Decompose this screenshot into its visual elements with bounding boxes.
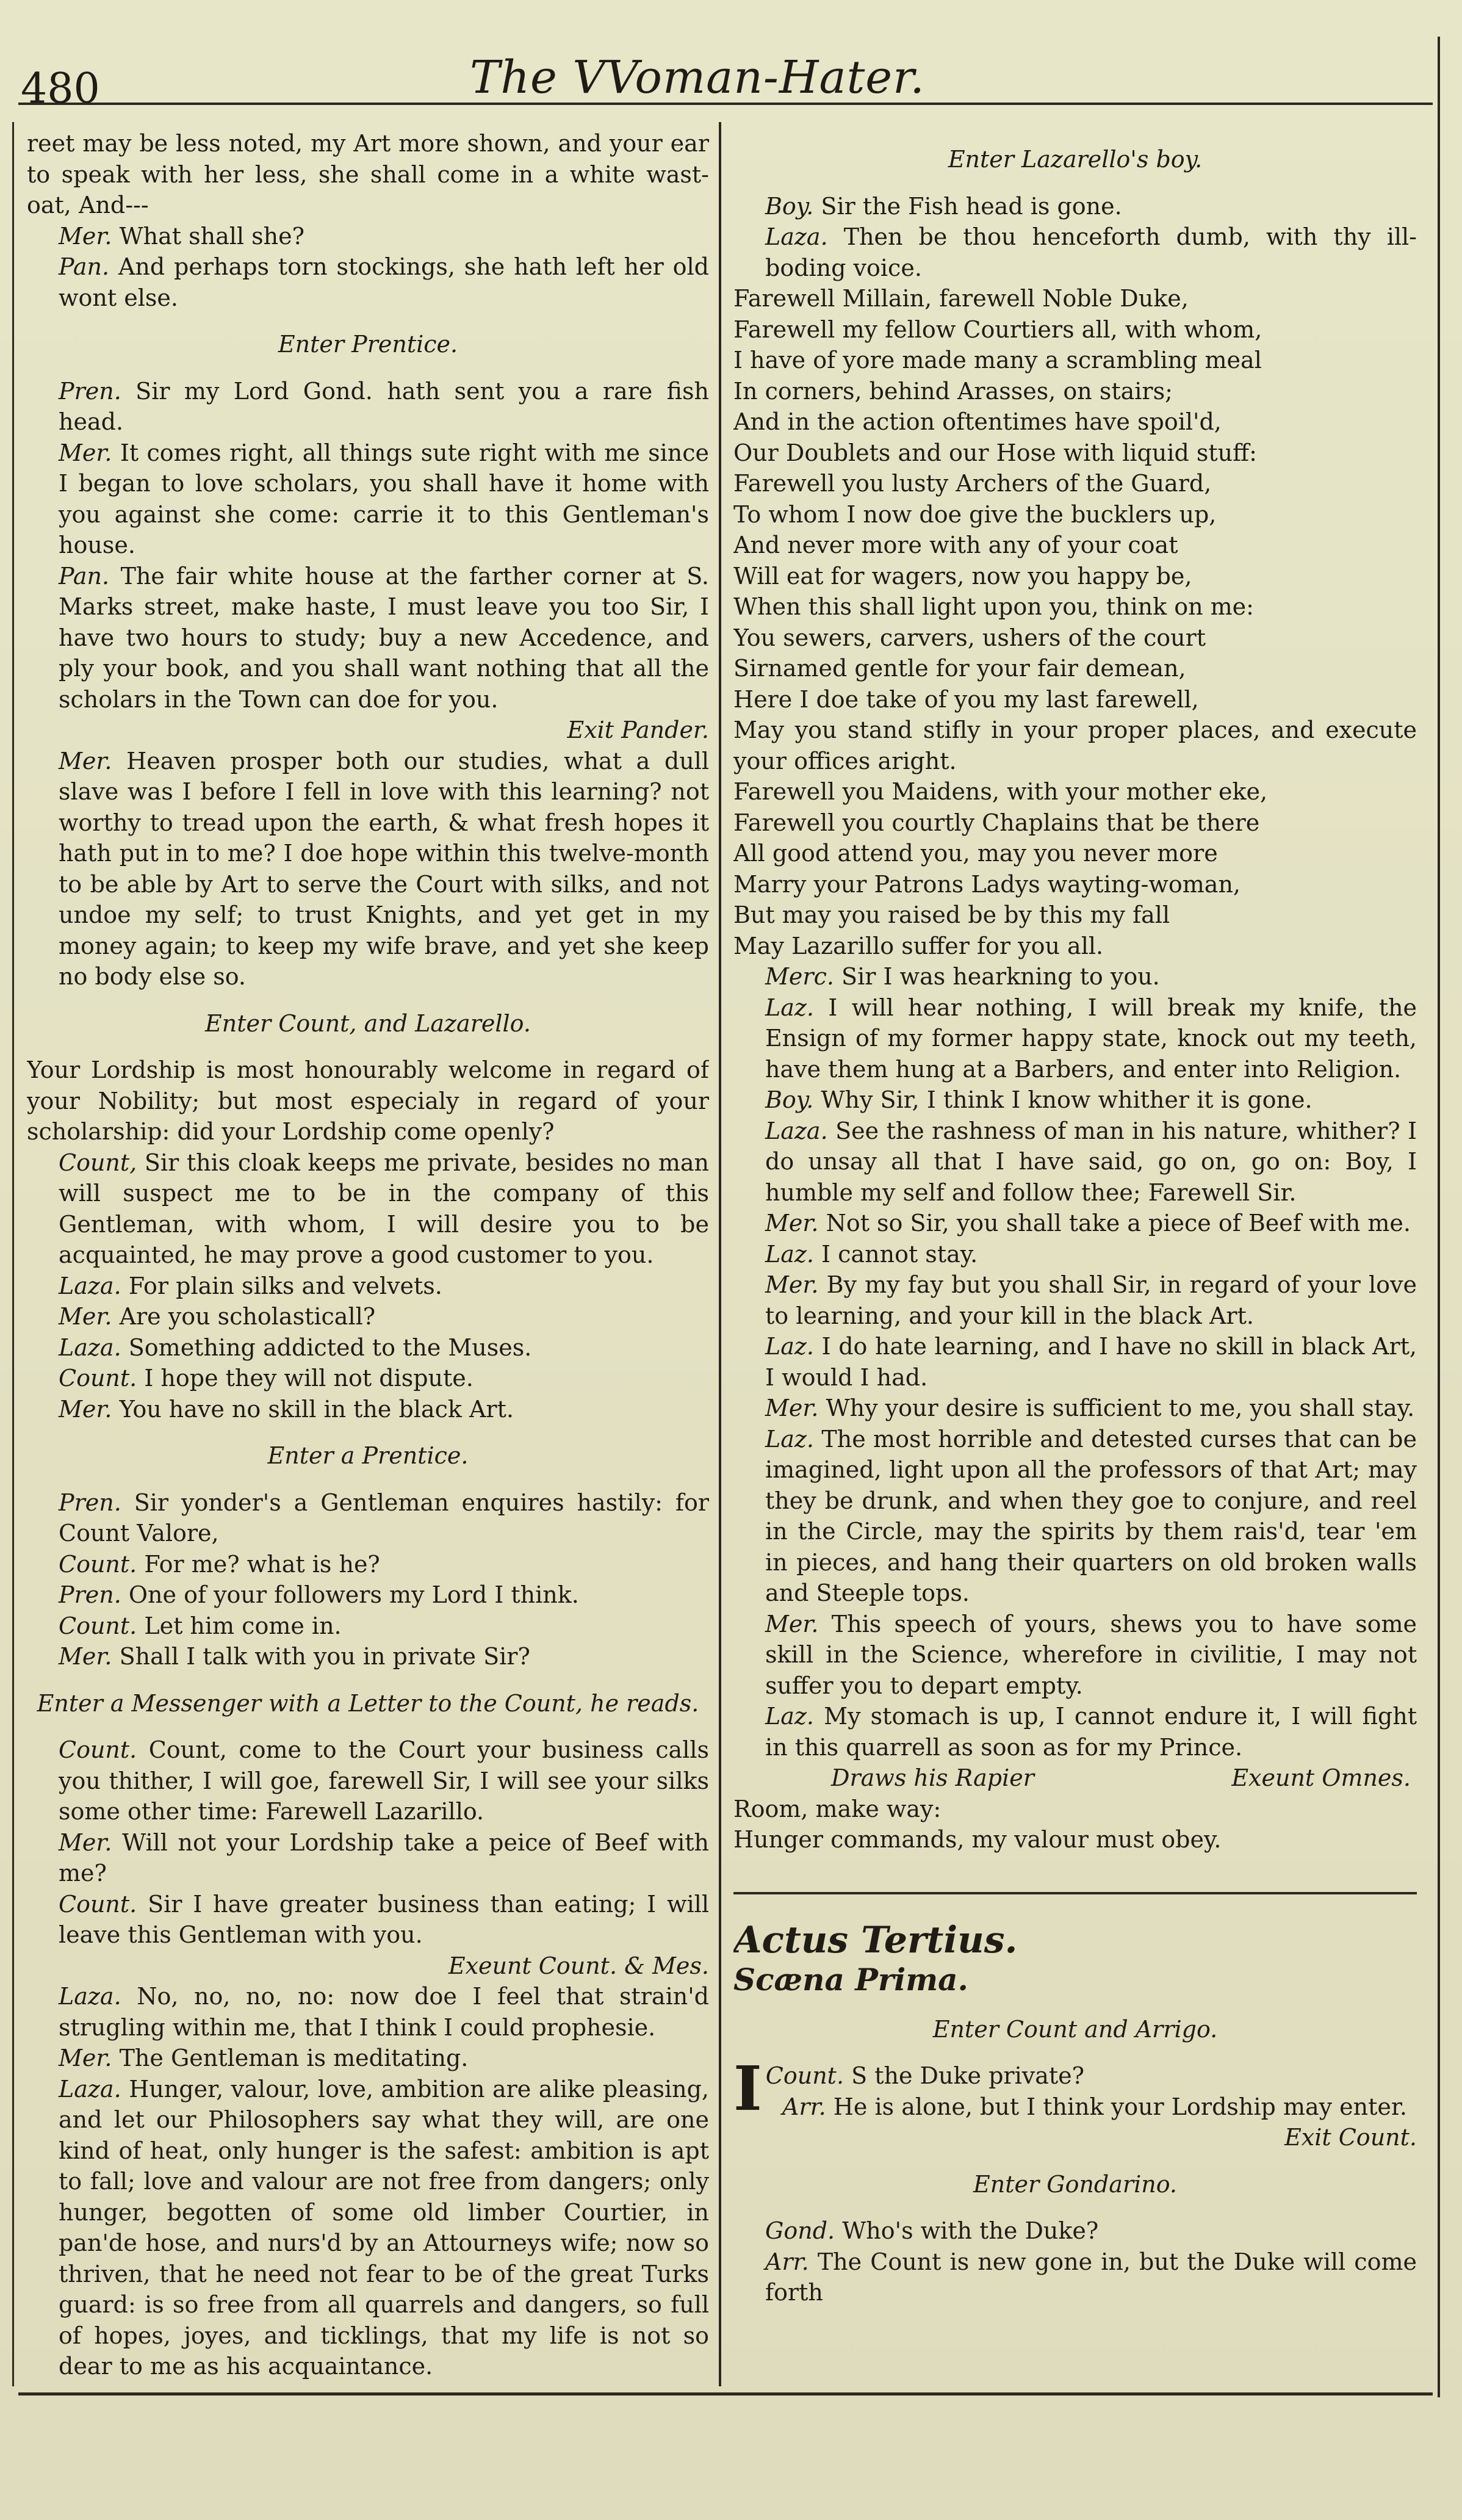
- speech-text: I will hear nothing, I will break my knife, the Ensign of my former happy state, knock out my teeth, have them hung at a Barbers, and enter into Religion.: [765, 994, 1417, 1083]
- running-title: The VVoman-Hater.: [470, 51, 925, 104]
- speaker-name: Laza.: [59, 1334, 121, 1361]
- speaker-name: Mer.: [59, 747, 112, 774]
- verse-line: Room, make way:: [733, 1795, 942, 1822]
- verse-line: Farewell you Maidens, with your mother eke,: [733, 778, 1268, 805]
- speech: [733, 1116, 1417, 1208]
- speech-text: Sir my Lord Gond. hath sent you a rare fish head.: [59, 377, 709, 435]
- verse-line: In corners, behind Arasses, on stairs;: [733, 377, 1173, 405]
- speech-text: Why your desire is sufficient to me, you shall stay.: [826, 1395, 1415, 1421]
- verse-line: All good attend you, may you never more: [733, 840, 1218, 867]
- verse-line: Farewell Millain, farewell Noble Duke,: [733, 285, 1189, 312]
- stage-direction: Enter Gondarino.: [973, 2170, 1177, 2198]
- speech: [733, 1085, 1417, 1116]
- footer-rule: [18, 2392, 1433, 2395]
- speech: [733, 1208, 1417, 1239]
- verse-line: May Lazarillo suffer for you all.: [733, 932, 1104, 959]
- speech: [27, 1394, 709, 1425]
- speech-text: By my fay but you shall Sir, in regard of your love to learning, and your kill in the black Art.: [765, 1271, 1417, 1329]
- speech-text: I do hate learning, and I have no skill in black Art, I would I had.: [765, 1333, 1417, 1391]
- speech: [27, 1301, 709, 1332]
- speaker-name: Laza.: [59, 1272, 121, 1299]
- speaker-name: Arr.: [765, 2248, 809, 2275]
- prose-paragraph: Your Lordship is most honourably welcome in regard of your Nobility; but most especialy in regard of your scholarship: did your Lordship come openly?: [27, 1056, 709, 1145]
- speech-text: The fair white house at the farther corner at S. Marks street, make haste, I must leave you too Sir, I have two hours to study; buy a new Accedence, and ply your book, and you shall want nothing that all the scholars in the Town can doe for you.: [59, 562, 709, 713]
- speech-text: I hope they will not dispute.: [144, 1365, 474, 1392]
- verse-line: But may you raised be by this my fall: [733, 901, 1170, 928]
- speaker-name: Count.: [59, 1365, 137, 1392]
- right-border-rule: [1438, 37, 1440, 2397]
- speaker-name: Laz.: [765, 1240, 814, 1268]
- speaker-name: Merc.: [765, 963, 834, 990]
- speech-text: Sir yonder's a Gentleman enquires hastily: for Count Valore,: [59, 1489, 709, 1547]
- speaker-name: Mer.: [59, 1395, 112, 1423]
- verse-line: You sewers, carvers, ushers of the court: [733, 624, 1206, 651]
- speech: [27, 1363, 709, 1394]
- speech-text: The most horrible and detested curses that can be imagined, light upon all the professors of that Art; may they be drunk, and when they goe to conjure, and reel in the Circle, may the spirits by them rais'd, tear 'em in pieces, and hang their quarters on old broken walls and Steeple tops.: [765, 1425, 1417, 1606]
- stage-direction: Enter a Messenger with a Letter to the Count, he reads.: [37, 1689, 699, 1717]
- speech: [27, 1827, 709, 1889]
- speaker-name: Arr.: [782, 2093, 826, 2120]
- verse-line: May you stand stifly in your proper places, and execute your offices aright.: [733, 717, 1417, 774]
- speech: [27, 746, 709, 992]
- speech: [27, 376, 709, 438]
- speech-text: Sir this cloak keeps me private, besides no man will suspect me to be in the company of this Gentleman, with whom, I will desire you to be acquainted, he may prove a good customer to you.: [59, 1149, 709, 1268]
- speech: [27, 1332, 709, 1363]
- speech: [733, 2092, 1417, 2123]
- speech: [733, 1331, 1417, 1393]
- speech: [27, 1981, 709, 2043]
- speaker-name: Boy.: [765, 192, 814, 220]
- speech: [733, 2215, 1417, 2247]
- speaker-name: Pren.: [59, 1581, 121, 1608]
- right-column: [733, 128, 1417, 2386]
- speech: [27, 1147, 709, 1271]
- speech-text: Shall I talk with you in private Sir?: [119, 1643, 530, 1670]
- speech: [733, 191, 1417, 222]
- speech: [27, 1641, 709, 1672]
- speaker-name: Mer.: [765, 1271, 819, 1298]
- scene-heading: Scæna Prima.: [733, 1961, 968, 1998]
- speech-text: Why Sir, I think I know whither it is gone.: [821, 1086, 1313, 1113]
- verse-line: When this shall light upon you, think on me:: [733, 593, 1254, 620]
- speaker-name: Mer.: [59, 1303, 112, 1330]
- speech-text: The Gentleman is meditating.: [119, 2045, 469, 2071]
- speech-text: It comes right, all things sute right with me since I began to love scholars, you shall have it home with you against she come: carrie it to this Gentleman's house.: [59, 439, 709, 558]
- speech-text: This speech of yours, shews you to have some skill in the Science, wherefore in civilitie, I may not suffer you to depart empty.: [765, 1610, 1417, 1699]
- speaker-name: Laza.: [59, 2075, 121, 2103]
- verse-line: Farewell you courtly Chaplains that be there: [733, 809, 1260, 836]
- prose-paragraph: reet may be less noted, my Art more shown, and your ear to speak with her less, she shall come in a white wast-oat, And---: [27, 130, 709, 218]
- speech-text: S the Duke private?: [851, 2062, 1084, 2089]
- left-column: [27, 128, 709, 2386]
- verse-line: Will eat for wagers, now you happy be,: [733, 562, 1192, 590]
- speech: [27, 561, 709, 715]
- speech-text: What shall she?: [119, 222, 304, 250]
- stage-direction: Enter Count, and Lazarello.: [205, 1009, 531, 1037]
- left-border-rule: [12, 122, 14, 2386]
- speaker-name: Laza.: [765, 223, 828, 250]
- speech: [733, 1393, 1417, 1424]
- verse-line: And never more with any of your coat: [733, 532, 1178, 558]
- speaker-name: Mer.: [765, 1210, 819, 1237]
- speech: [27, 221, 709, 252]
- speech-text: See the rashness of man in his nature, whither? I do unsay all that I have said, go on, go on: Boy, I humble my self and follow thee; Farewell Sir.: [765, 1117, 1417, 1206]
- speech-text: Something addicted to the Muses.: [128, 1334, 532, 1361]
- stage-direction: Enter Lazarello's boy.: [948, 146, 1203, 173]
- speech-text: Are you scholasticall?: [119, 1303, 376, 1330]
- speaker-name: Laz.: [765, 1703, 814, 1730]
- speech: [733, 222, 1417, 283]
- speech-text: One of your followers my Lord I think.: [128, 1581, 579, 1608]
- speech-text: No, no, no, no: now doe I feel that strain'd strugling within me, that I think I could prophesie.: [59, 1983, 709, 2041]
- speech: [27, 1889, 709, 1951]
- speaker-name: Count.: [59, 1612, 137, 1639]
- verse-line: Sirnamed gentle for your fair demean,: [733, 655, 1186, 682]
- verse-line: Our Doublets and our Hose with liquid stuff:: [733, 439, 1257, 466]
- speaker-name: Mer.: [59, 1829, 112, 1856]
- verse-line: I have of yore made many a scrambling meal: [733, 347, 1262, 374]
- speaker-name: Mer.: [59, 222, 112, 250]
- speech-text: The Count is new gone in, but the Duke will come forth: [765, 2248, 1417, 2306]
- verse-line: Farewell my fellow Courtiers all, with whom,: [733, 316, 1262, 343]
- speech: [733, 2247, 1417, 2308]
- verse-line: Here I doe take of you my last farewell,: [733, 685, 1199, 713]
- speech-text: And perhaps torn stockings, she hath left her old wont else.: [59, 253, 709, 311]
- speech-text: Sir I was hearkning to you.: [841, 963, 1160, 990]
- speech: [733, 1239, 1417, 1270]
- speaker-name: Gond.: [765, 2217, 835, 2244]
- speech-text: For me? what is he?: [144, 1550, 380, 1578]
- exit-direction: Exeunt Count. & Mes.: [448, 1952, 709, 1979]
- speech-text: For plain silks and velvets.: [128, 1272, 442, 1299]
- stage-direction-left: Draws his Rapier: [831, 1764, 1034, 1791]
- speaker-name: Laza.: [765, 1117, 828, 1144]
- act-divider-rule: [733, 1892, 1417, 1894]
- speaker-name: Laz.: [765, 1425, 814, 1453]
- speech-text: He is alone, but I think your Lordship may enter.: [833, 2093, 1407, 2120]
- speaker-name: Count.: [59, 1550, 137, 1578]
- speech: [27, 251, 709, 313]
- speech: [733, 992, 1417, 1085]
- stage-direction: Enter Count and Arrigo.: [932, 2015, 1218, 2043]
- speech: [27, 1271, 709, 1302]
- speaker-name: Boy.: [765, 1086, 814, 1113]
- speech-text: Hunger, valour, love, ambition are alike pleasing, and let our Philosophers say what they will, are one kind of heat, only hunger is the safest: ambition is apt to fall; love and valour are not free from dangers; only hunger, begotten of some old limber Courtier, in pan'de hose, and nurs'd by an Attourneys wife; now so thriven, that he need not fear to be of the great Turks guard: is so free from all quarrels and dangers, so full of hopes, joyes, and ticklings, that my life is not so dear to me as his acquaintance.: [59, 2075, 709, 2380]
- speech-text: Will not your Lordship take a peice of Beef with me?: [59, 1829, 709, 1886]
- speech-text: Then be thou henceforth dumb, with thy ill-boding voice.: [765, 223, 1417, 281]
- stage-direction-right: Exeunt Omnes.: [1231, 1764, 1411, 1791]
- stage-direction: Enter a Prentice.: [267, 1442, 469, 1469]
- speaker-name: Pan.: [59, 562, 110, 590]
- speech-text: Who's with the Duke?: [842, 2217, 1099, 2244]
- speech-text: My stomach is up, I cannot endure it, I will fight in this quarrell as soon as for my Prince.: [765, 1703, 1417, 1761]
- speech: [733, 1269, 1417, 1331]
- speech: [27, 1549, 709, 1580]
- verse-line: And in the action oftentimes have spoil'd,: [733, 408, 1222, 435]
- speaker-name: Laz.: [765, 1333, 814, 1360]
- speech-text: Heaven prosper both our studies, what a dull slave was I before I fell in love with this learning? not worthy to tread upon the earth, & what fresh hopes it hath put in to me? I doe hope within this twelve-month to be able by Art to serve the Court with silks, and not undoe my self; to trust Knights, and yet get in my money again; to keep my wife brave, and yet she keep no body else so.: [59, 747, 709, 990]
- speech-text: Not so Sir, you shall take a piece of Beef with me.: [826, 1210, 1411, 1237]
- speaker-name: Count.: [765, 2062, 844, 2089]
- speaker-name: Mer.: [59, 439, 112, 466]
- speech: [27, 1735, 709, 1827]
- page-number: 480: [21, 65, 100, 113]
- speaker-name: Count.: [59, 1890, 137, 1918]
- speaker-name: Mer.: [765, 1610, 819, 1637]
- speaker-name: Pren.: [59, 1489, 121, 1516]
- column-divider: [719, 122, 721, 2386]
- verse-line: Farewell you lusty Archers of the Guard,: [733, 470, 1212, 497]
- exit-direction: Exit Count.: [1284, 2124, 1417, 2151]
- speech: [733, 1424, 1417, 1609]
- speech: [27, 2043, 709, 2074]
- speech: [27, 1611, 709, 1642]
- drop-cap: I: [733, 2052, 762, 2125]
- speaker-name: Laza.: [59, 1983, 121, 2010]
- speech-text: Let him come in.: [144, 1612, 342, 1639]
- speaker-name: Mer.: [765, 1395, 819, 1421]
- verse-line: Marry your Patrons Ladys wayting-woman,: [733, 870, 1241, 898]
- speaker-name: Pan.: [59, 253, 110, 280]
- speech-text: Count, come to the Court your business calls you thither, I will goe, farewell Sir, I will see your silks some other time: Farewell Lazarillo.: [59, 1736, 709, 1825]
- verse-line: To whom I now doe give the bucklers up,: [733, 500, 1217, 528]
- speaker-name: Laz.: [765, 994, 814, 1021]
- speech: [27, 1487, 709, 1549]
- speech-text: I cannot stay.: [821, 1240, 978, 1268]
- stage-direction: Enter Prentice.: [278, 331, 458, 358]
- stage-direction-pair: [733, 1763, 1417, 1794]
- speaker-name: Count,: [59, 1149, 137, 1176]
- speech: [733, 1609, 1417, 1702]
- speech-text: Sir I have greater business than eating; I will leave this Gentleman with you.: [59, 1890, 709, 1948]
- verse-line: Hunger commands, my valour must obey.: [733, 1826, 1222, 1853]
- speech: [733, 1701, 1417, 1763]
- speaker-name: Count.: [59, 1736, 137, 1763]
- speech: [27, 2074, 709, 2382]
- speaker-name: Mer.: [59, 1643, 112, 1670]
- act-heading: Actus Tertius.: [733, 1918, 1018, 1962]
- speaker-name: Pren.: [59, 377, 121, 405]
- speech-text: Sir the Fish head is gone.: [821, 192, 1122, 220]
- exit-direction: Exit Pander.: [567, 717, 709, 743]
- speaker-name: Mer.: [59, 2045, 112, 2071]
- speech-text: You have no skill in the black Art.: [119, 1395, 514, 1423]
- speech: [733, 961, 1417, 992]
- speech: [27, 1580, 709, 1611]
- speech: [27, 438, 709, 561]
